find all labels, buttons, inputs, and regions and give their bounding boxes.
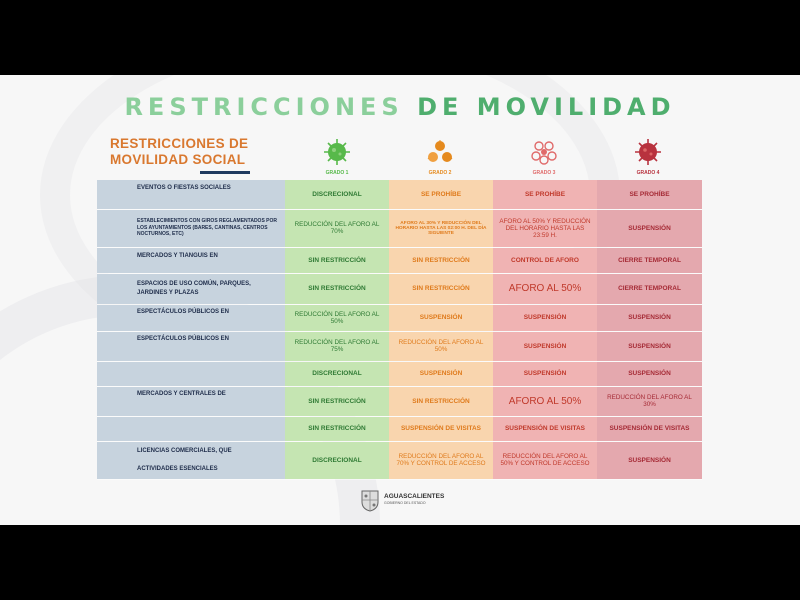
grade-3-cell: AFORO AL 50% Y REDUCCIÓN DEL HORARIO HASTA LAS 23:59 H. [493, 209, 597, 247]
grade-3-cell: SUSPENSIÓN [493, 304, 597, 331]
grade-4-cell: SUSPENSIÓN [597, 209, 702, 247]
row-label: MERCADOS Y TIANGUIS EN [97, 247, 285, 273]
table-row [97, 273, 702, 304]
row-label: ESPECTÁCULOS PÚBLICOS EN [97, 331, 285, 361]
grade-2-cell: SIN RESTRICCIÓN [389, 273, 493, 304]
section-title: RESTRICCIONES DE MOVILIDAD SOCIAL [110, 136, 249, 167]
grade-3-cell: AFORO AL 50% [493, 273, 597, 304]
slide [0, 75, 800, 525]
table-row [97, 304, 702, 331]
grade-4-cell: SUSPENSIÓN [597, 331, 702, 361]
row-label: ESPACIOS DE USO COMÚN, PARQUES, JARDINES Y PLAZAS [97, 273, 285, 304]
grade-2-cell: SUSPENSIÓN [389, 304, 493, 331]
title-underline [200, 171, 250, 174]
row-label [97, 361, 285, 386]
table-row [97, 209, 702, 247]
grade-3-cell: SE PROHÍBE [493, 180, 597, 209]
restrictions-table [97, 180, 702, 480]
grade-4-cell: SUSPENSIÓN [597, 441, 702, 479]
row-label: ESPECTÁCULOS PÚBLICOS EN [97, 304, 285, 331]
grade-4-header: GRADO 4 [598, 137, 698, 176]
grade-4-cell: SUSPENSIÓN DE VISITAS [597, 416, 702, 441]
row-label: LICENCIAS COMERCIALES, QUE ACTIVIDADES ESENCIALES [97, 441, 285, 479]
grade-4-cell: SUSPENSIÓN [597, 304, 702, 331]
grade-3-cell: SUSPENSIÓN DE VISITAS [493, 416, 597, 441]
grade-3-cell: AFORO AL 50% [493, 386, 597, 416]
table-row [97, 247, 702, 273]
grade-1-cell: DISCRECIONAL [285, 361, 389, 386]
grade-1-cell: SIN RESTRICCIÓN [285, 416, 389, 441]
grade-1-cell: SIN RESTRICCIÓN [285, 247, 389, 273]
grade-2-cell: REDUCCIÓN DEL AFORO AL 50% [389, 331, 493, 361]
grade-4-cell: REDUCCIÓN DEL AFORO AL 30% [597, 386, 702, 416]
virus-icon [320, 137, 354, 167]
row-label: MERCADOS Y CENTRALES DE [97, 386, 285, 416]
row-label [97, 416, 285, 441]
table-row [97, 180, 702, 209]
virus-icon [423, 137, 457, 167]
government-logo [360, 488, 444, 512]
grade-1-header: GRADO 1 [287, 137, 387, 176]
page-title: RESTRICCIONES DE MOVILIDAD [124, 93, 676, 121]
grade-2-cell: SUSPENSIÓN DE VISITAS [389, 416, 493, 441]
grade-2-cell: SUSPENSIÓN [389, 361, 493, 386]
grade-4-cell: SE PROHÍBE [597, 180, 702, 209]
grade-1-cell: DISCRECIONAL [285, 180, 389, 209]
grade-3-cell: REDUCCIÓN DEL AFORO AL 50% Y CONTROL DE ACCESO [493, 441, 597, 479]
logo-name: AGUASCALIENTES [384, 493, 445, 500]
grade-2-cell: SE PROHÍBE [389, 180, 493, 209]
table-row [97, 361, 702, 386]
table-row [97, 441, 702, 479]
grade-2-header: GRADO 2 [390, 137, 490, 176]
table-row [97, 416, 702, 441]
coat-of-arms-icon [360, 488, 380, 512]
grade-2-cell: SIN RESTRICCIÓN [389, 247, 493, 273]
virus-icon [631, 137, 665, 167]
grade-4-cell: CIERRE TEMPORAL [597, 247, 702, 273]
grade-4-cell: SUSPENSIÓN [597, 361, 702, 386]
grade-1-cell: DISCRECIONAL [285, 441, 389, 479]
row-label: ESTABLECIMIENTOS CON GIROS REGLAMENTADOS POR LOS AYUNTAMIENTOS (BARES, CANTINAS, CENTROS NOCTURNOS, ETC) [97, 209, 285, 247]
grade-3-cell: CONTROL DE AFORO [493, 247, 597, 273]
grade-3-header: GRADO 3 [494, 137, 594, 176]
table-row [97, 331, 702, 361]
grade-1-cell: SIN RESTRICCIÓN [285, 273, 389, 304]
table-row [97, 386, 702, 416]
grade-4-cell: CIERRE TEMPORAL [597, 273, 702, 304]
grade-2-cell: SIN RESTRICCIÓN [389, 386, 493, 416]
virus-icon [527, 137, 561, 167]
grade-2-cell: REDUCCIÓN DEL AFORO AL 70% Y CONTROL DE ACCESO [389, 441, 493, 479]
grade-1-cell: SIN RESTRICCIÓN [285, 386, 389, 416]
grade-3-cell: SUSPENSIÓN [493, 331, 597, 361]
row-label: EVENTOS O FIESTAS SOCIALES [97, 180, 285, 209]
grade-1-cell: REDUCCIÓN DEL AFORO AL 50% [285, 304, 389, 331]
logo-subtitle: GOBIERNO DEL ESTADO [384, 501, 426, 505]
grade-1-cell: REDUCCIÓN DEL AFORO AL 75% [285, 331, 389, 361]
grade-2-cell: AFORO AL 30% Y REDUCCIÓN DEL HORARIO HASTA LAS 02:00 H. DEL DÍA SIGUIENTE [389, 209, 493, 247]
grade-1-cell: REDUCCIÓN DEL AFORO AL 70% [285, 209, 389, 247]
grade-3-cell: SUSPENSIÓN [493, 361, 597, 386]
